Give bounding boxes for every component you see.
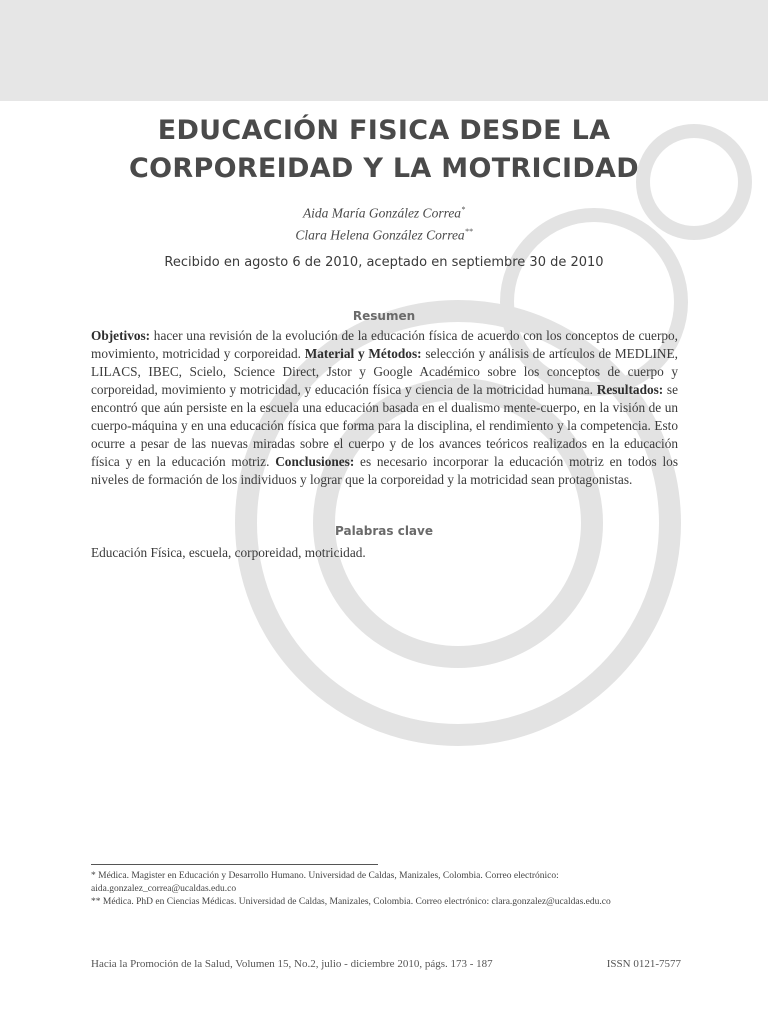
results-label: Resultados:	[596, 382, 664, 397]
keywords-text: Educación Física, escuela, corporeidad, motricidad.	[91, 545, 366, 560]
author-1: Aida María González Correa*	[302, 205, 466, 221]
objectives-text: hacer una revisión de la evolución de la educación física de acuerdo con los conceptos de cuerpo, movimiento, motricidad y corporeidad.	[91, 328, 678, 361]
title-line-2: CORPOREIDAD Y LA MOTRICIDAD	[129, 153, 639, 184]
methods-label: Material y Métodos:	[304, 346, 422, 361]
abstract-body	[91, 327, 678, 489]
author-list	[90, 201, 678, 244]
journal-citation: Hacia la Promoción de la Salud, Volumen 15, No.2, julio - diciembre 2010, págs. 173 - 187	[91, 958, 493, 970]
footnote-1: * Médica. Magister en Educación y Desarrollo Humano. Universidad de Caldas, Manizales, Colombia. Correo electrónico: aida.gonzalez_correa@ucaldas.edu.co	[91, 871, 559, 894]
results-text: se encontró que aún persiste en la escuela una educación basada en el dualismo mente-cuerpo, en la visión de un cuerpo-máquina y en una educación física que forma para la disciplina, el rendimiento y la competencia. Esto ocurre a pesar de las nuevas miradas sobre el cuerpo y de los avances teóricos realizados en la educación física y en la educación motriz.	[91, 382, 679, 469]
article-title	[90, 112, 678, 188]
title-line-1: EDUCACIÓN FISICA DESDE LA	[157, 115, 611, 146]
abstract-heading: Resumen	[352, 309, 416, 323]
author-2: Clara Helena González Correa**	[295, 226, 473, 242]
methods-text: selección y análisis de artículos de MEDLINE, LILACS, IBEC, Scielo, Science Direct, Jstor y Google Académico sobre los conceptos de cuerpo y corporeidad, movimiento y motricidad, y educación física y ciencia de la motricidad humana.	[91, 346, 678, 397]
footnote-divider	[91, 864, 378, 865]
objectives-label: Objetivos:	[91, 328, 151, 343]
conclusions-text: es necesario incorporar la educación motriz en todos los niveles de formación de los individuos y lograr que la corporeidad y la motricidad sean protagonistas.	[91, 454, 679, 487]
conclusions-label: Conclusiones:	[275, 454, 355, 469]
received-date: Recibido en agosto 6 de 2010, aceptado en septiembre 30 de 2010	[164, 255, 604, 270]
footnotes	[91, 870, 683, 910]
keywords-heading: Palabras clave	[335, 524, 433, 538]
issn: ISSN 0121-7577	[606, 958, 681, 970]
footnote-2: ** Médica. PhD en Ciencias Médicas. Universidad de Caldas, Manizales, Colombia. Correo electrónico: clara.gonzalez@ucaldas.edu.co	[91, 897, 611, 907]
journal-footer	[91, 958, 681, 970]
